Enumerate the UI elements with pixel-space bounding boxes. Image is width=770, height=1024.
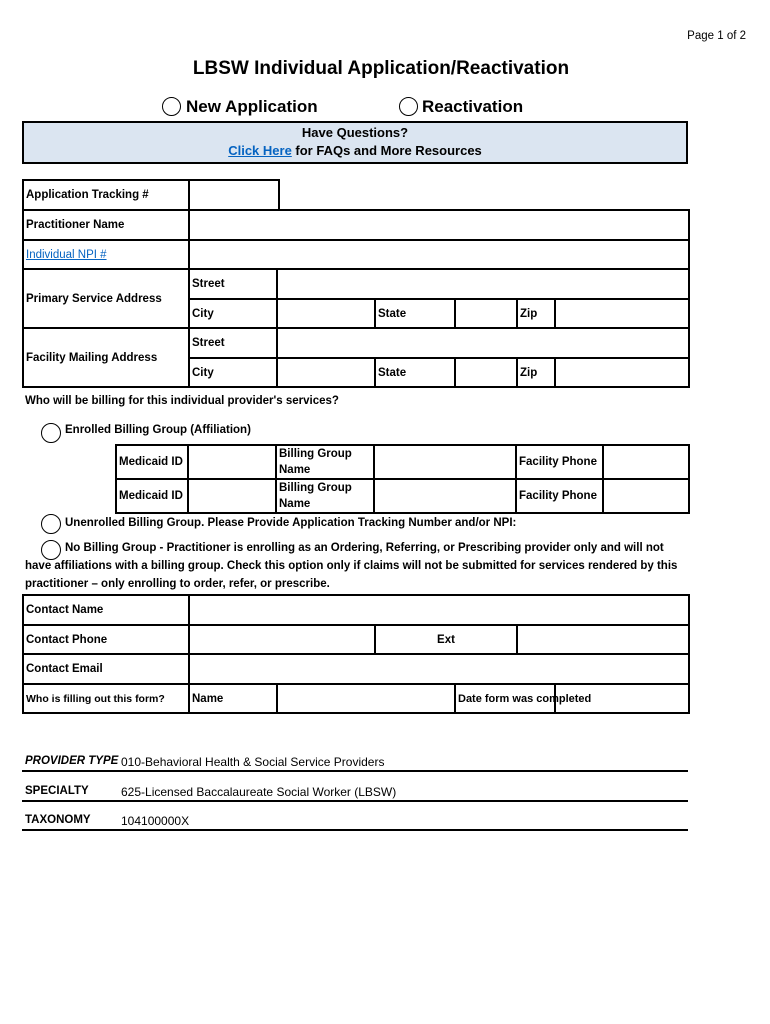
facility-phone-input[interactable] [603,479,689,513]
billing-question: Who will be billing for this individual provider's services? [25,395,339,407]
reactivation-radio[interactable] [399,97,418,116]
contact-email-input[interactable] [189,654,689,684]
medicaid-id-label: Medicaid ID [116,479,188,513]
primary-zip-input[interactable] [555,299,689,328]
mailing-zip-input[interactable] [555,358,689,387]
mailing-address-label: Facility Mailing Address [23,328,189,387]
no-billing-group-line-2: have affiliations with a billing group. Check this option only if claims will not be submitted for services rendered by this [25,560,678,572]
no-billing-group-line-3: practitioner – only enrolling to order, refer, or prescribe. [25,578,330,590]
contact-phone-label: Contact Phone [23,625,189,654]
medicaid-id-input[interactable] [188,445,276,479]
contact-table [22,594,690,714]
date-completed-label: Date form was completed [455,684,555,713]
mailing-zip-label: Zip [517,358,555,387]
tracking-label: Application Tracking # [23,180,189,210]
contact-name-input[interactable] [189,595,689,625]
npi-link[interactable]: Individual NPI # [26,248,107,261]
taxonomy-rule [22,829,688,831]
practitioner-table [22,209,690,388]
enrolled-billing-radio[interactable] [41,423,61,443]
contact-name-label: Contact Name [23,595,189,625]
no-billing-group-radio[interactable] [41,540,61,560]
billing-group-table [115,444,690,514]
tracking-table [22,179,280,211]
specialty-label: SPECIALTY [25,785,89,797]
questions-link-rest: for FAQs and More Resources [291,143,482,158]
facility-phone-input[interactable] [603,445,689,479]
tracking-input[interactable] [189,180,279,210]
primary-street-label: Street [189,269,277,299]
medicaid-id-input[interactable] [188,479,276,513]
form-title: LBSW Individual Application/Reactivation [192,58,570,79]
click-here-link[interactable]: Click Here [228,143,292,158]
npi-input[interactable] [189,240,689,269]
unenrolled-billing-radio[interactable] [41,514,61,534]
billing-group-name-label: Billing Group Name [276,445,374,479]
enrolled-billing-label: Enrolled Billing Group (Affiliation) [65,424,251,436]
mailing-city-label: City [189,358,277,387]
questions-link-line [24,143,686,158]
billing-group-name-input[interactable] [374,479,516,513]
new-application-radio[interactable] [162,97,181,116]
reactivation-label: Reactivation [422,97,524,116]
specialty-value: 625-Licensed Baccalaureate Social Worker (LBSW) [121,785,397,799]
primary-zip-label: Zip [517,299,555,328]
no-billing-group-line-1: No Billing Group - Practitioner is enrolling as an Ordering, Referring, or Prescribing provider only and will not [65,542,664,554]
practitioner-name-label: Practitioner Name [23,210,189,240]
page-number: Page 1 of 2 [687,30,746,42]
contact-ext-label: Ext [375,625,517,654]
questions-box [22,121,688,164]
mailing-street-label: Street [189,328,277,358]
facility-phone-label: Facility Phone [516,445,603,479]
billing-group-name-label: Billing Group Name [276,479,374,513]
who-filling-label: Who is filling out this form? [23,684,189,713]
provider-type-label: PROVIDER TYPE [25,755,119,767]
mailing-state-label: State [375,358,455,387]
provider-type-rule [22,770,688,772]
taxonomy-label: TAXONOMY [25,814,91,826]
unenrolled-billing-label: Unenrolled Billing Group. Please Provide Application Tracking Number and/or NPI: [65,517,517,529]
taxonomy-value: 104100000X [121,814,190,828]
mailing-city-input[interactable] [277,358,375,387]
facility-phone-label: Facility Phone [516,479,603,513]
new-application-label: New Application [186,97,318,116]
contact-phone-input[interactable] [189,625,375,654]
questions-heading: Have Questions? [301,125,409,140]
contact-ext-input[interactable] [517,625,689,654]
specialty-rule [22,800,688,802]
primary-state-label: State [375,299,455,328]
who-name-label: Name [189,684,277,713]
medicaid-id-label: Medicaid ID [116,445,188,479]
contact-email-label: Contact Email [23,654,189,684]
mailing-street-input[interactable] [277,328,689,358]
npi-label [23,240,189,269]
primary-street-input[interactable] [277,269,689,299]
primary-city-label: City [189,299,277,328]
practitioner-name-input[interactable] [189,210,689,240]
primary-address-label: Primary Service Address [23,269,189,328]
primary-state-input[interactable] [455,299,517,328]
primary-city-input[interactable] [277,299,375,328]
billing-group-name-input[interactable] [374,445,516,479]
who-name-input[interactable] [277,684,455,713]
mailing-state-input[interactable] [455,358,517,387]
provider-type-value: 010-Behavioral Health & Social Service Providers [121,755,385,769]
